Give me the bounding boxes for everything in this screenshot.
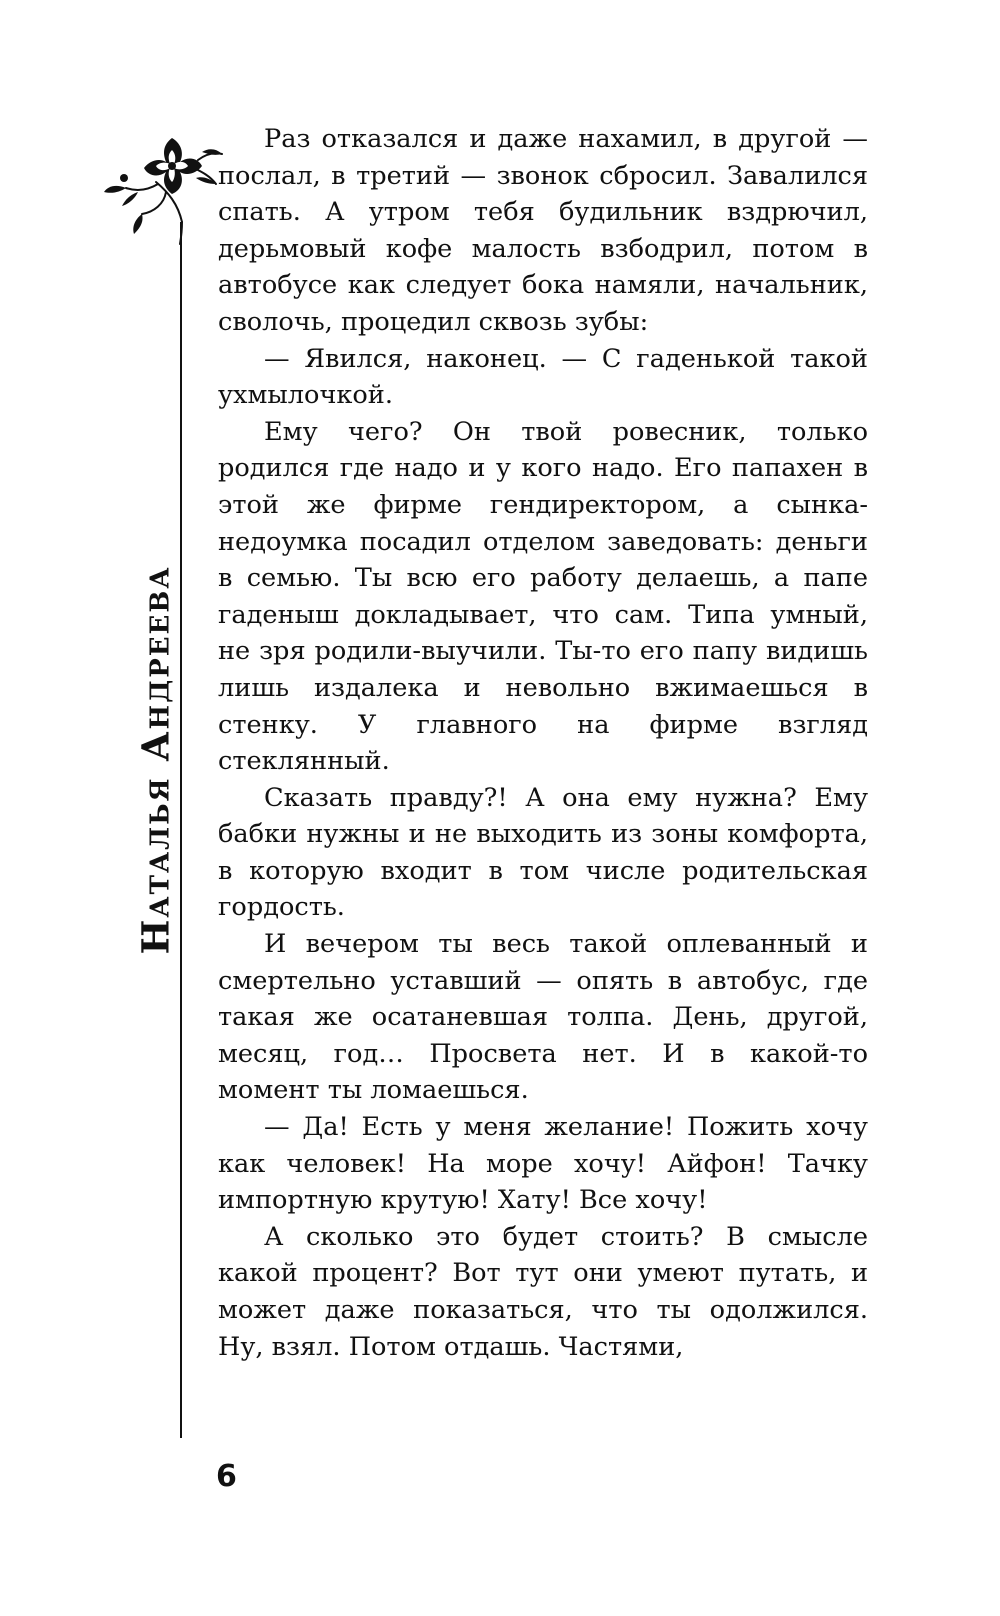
paragraph: — Да! Есть у меня желание! Пожить хочу как человек! На море хочу! Айфон! Тачку импортную крутую! Хату! Все хочу! (218, 1112, 868, 1216)
paragraph: Ему чего? Он твой ровесник, только родился где надо и у кого надо. Его папахен в этой же фирме гендиректором, а сынка-недоумка посадил отделом заведовать: деньги в семью. Ты всю его работу делаешь, а папе гаденыш докладывает, что сам. Типа умный, не зря родили-выучили. Ты-то его папу видишь лишь издалека и невольно вжимаешься в стенку. У главного на фирме взгляд стеклянный. (218, 416, 868, 777)
flower-ornament-icon (98, 126, 226, 246)
paragraph: — Явился, наконец. — С гаденькой такой ухмылочкой. (218, 343, 868, 411)
paragraph: А сколько это будет стоить? В смысле какой процент? Вот тут они умеют путать, и может даже показаться, что ты одолжился. Ну, взял. Потом отдашь. Частями, (218, 1221, 868, 1362)
paragraph: Сказать правду?! А она ему нужна? Ему бабки нужны и не выходить из зоны комфорта, в которую входит в том числе родительская гордость. (218, 782, 868, 923)
page-number: 6 (216, 1459, 237, 1494)
body-text (218, 121, 868, 1365)
paragraph: Раз отказался и даже нахамил, в другой — послал, в третий — звонок сбросил. Завалился спать. А утром тебя будильник вздрючил, дерьмовый кофе малость взбодрил, потом в автобусе как следует бока намяли, начальник, сволочь, процедил сквозь зубы: (218, 124, 868, 337)
running-head-author: Наталья Андреева (133, 565, 178, 955)
margin-rule (180, 222, 182, 1438)
paragraph: И вечером ты весь такой оплеванный и смертельно уставший — опять в автобус, где такая же осатаневшая толпа. День, другой, месяц, год… Просвета нет. И в какой-то момент ты ломаешься. (218, 929, 868, 1106)
